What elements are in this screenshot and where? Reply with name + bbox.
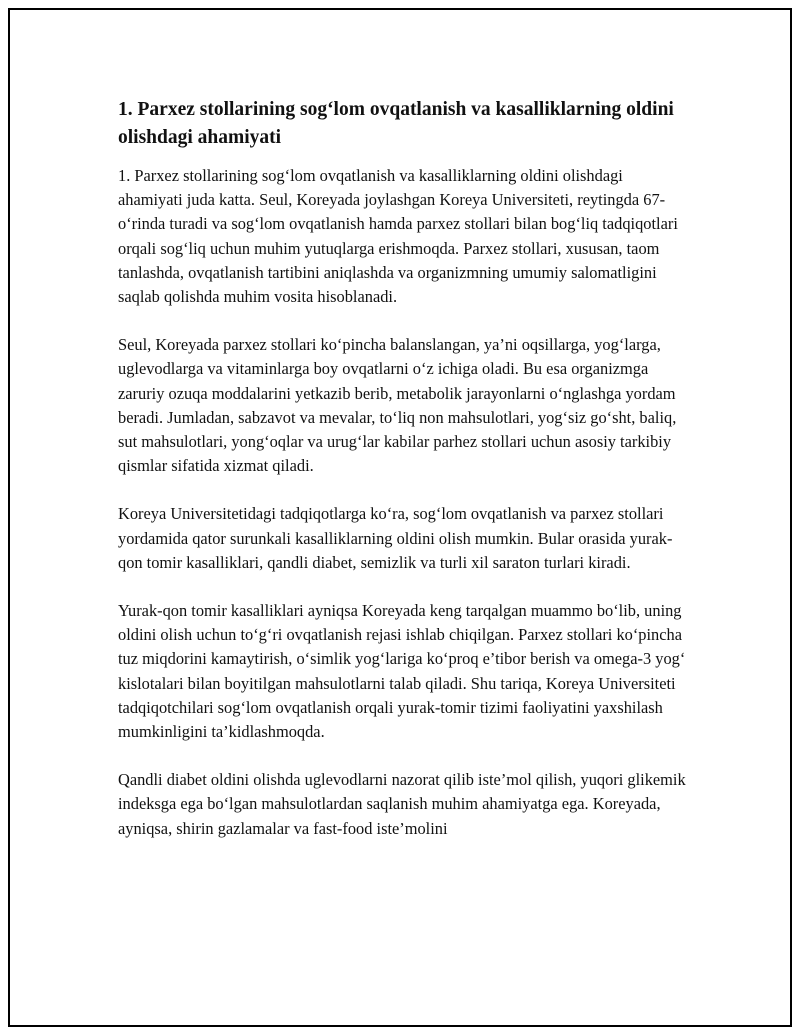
document-title: 1. Parxez stollarining sog‘lom ovqatlanish va kasalliklarning oldini olishdagi ahamiyati [118, 99, 674, 148]
paragraph-1: 1. Parxez stollarining sog‘lom ovqatlanish va kasalliklarning oldini olishdagi ahamiyati juda katta. Seul, Koreyada joylashgan Koreya Universiteti, reytingda 67-o‘rinda turadi va sog‘lom ovqatlanish hamda parxez stollari bilan bog‘liq tadqiqotlari orqali sog‘liq uchun muhim yutuqlarga erishmoqda. Parxez stollari, xususan, taom tanlashda, ovqatlanish tartibini aniqlashda va organizmning umumiy salomatligini saqlab qolishda muhim vosita hisoblanadi. [118, 166, 678, 307]
paragraph-3: Koreya Universitetidagi tadqiqotlarga ko‘ra, sog‘lom ovqatlanish va parxez stollari yordamida qator surunkali kasalliklarning oldini olish mumkin. Bular orasida yurak-qon tomir kasalliklari, qandli diabet, semizlik va turli xil saraton turlari kiradi. [118, 504, 673, 572]
document-body [118, 96, 688, 865]
paragraph-4: Yurak-qon tomir kasalliklari ayniqsa Koreyada keng tarqalgan muammo bo‘lib, uning oldini olish uchun to‘g‘ri ovqatlanish rejasi ishlab chiqilgan. Parxez stollari ko‘pincha tuz miqdorini kamaytirish, o‘simlik yog‘lariga ko‘proq e’tibor berish va omega-3 yog‘ kislotalari bilan boyitilgan mahsulotlarni talab qiladi. Shu tariqa, Koreya Universiteti tadqiqotchilari sog‘lom ovqatlanish orqali yurak-tomir tizimi faoliyatini yaxshilash mumkinligini ta’kidlashmoqda. [118, 601, 686, 742]
paragraph-5: Qandli diabet oldini olishda uglevodlarni nazorat qilib iste’mol qilish, yuqori glikemik indeksga ega bo‘lgan mahsulotlardan saqlanish muhim ahamiyatga ega. Koreyada, ayniqsa, shirin gazlamalar va fast-food iste’molini [118, 770, 686, 838]
paragraph-2: Seul, Koreyada parxez stollari ko‘pincha balanslangan, ya’ni oqsillarga, yog‘larga, uglevodlarga va vitaminlarga boy ovqatlarni o‘z ichiga oladi. Bu esa organizmga zaruriy ozuqa moddalarini yetkazib berib, metabolik jarayonlarni o‘nglashga yordam beradi. Jumladan, sabzavot va mevalar, to‘liq non mahsulotlari, yog‘siz go‘sht, baliq, sut mahsulotlari, yong‘oqlar va urug‘lar kabilar parhez stollari uchun asosiy tarkibiy qismlar sifatida xizmat qiladi. [118, 335, 677, 476]
